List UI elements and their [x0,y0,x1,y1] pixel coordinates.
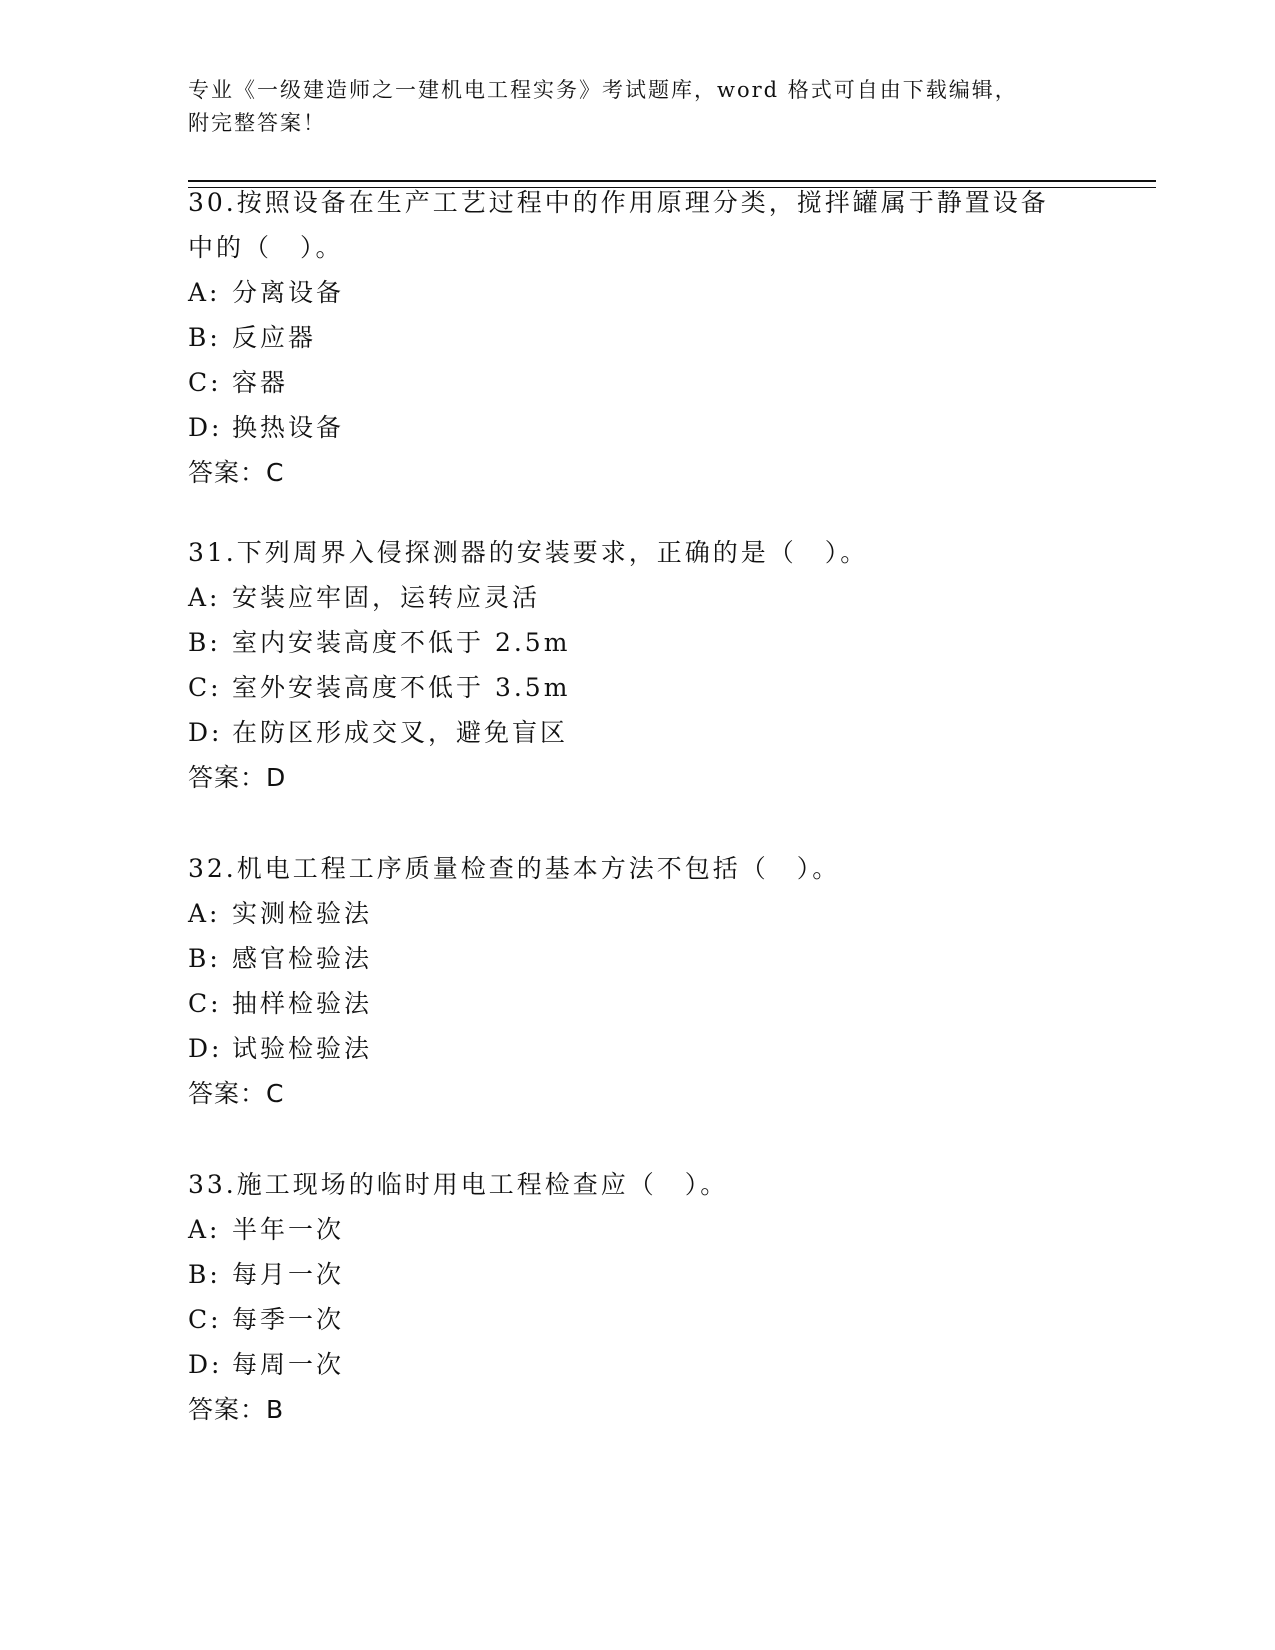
option-text: 换热设备 [232,413,345,442]
answer-line: 答案：B [188,1395,285,1424]
option-a [188,575,1148,620]
question-stem: 30.按照设备在生产工艺过程中的作用原理分类，搅拌罐属于静置设备 [188,188,1049,217]
document-header [188,74,1088,140]
option-letter: A: [188,278,221,307]
option-letter: B: [188,944,221,973]
option-text: 容器 [232,368,289,397]
question-stem: 31.下列周界入侵探测器的安装要求，正确的是（ ）。 [188,538,869,567]
option-text: 实测检验法 [232,899,373,928]
question-30 [188,180,1148,495]
option-letter: A: [188,899,221,928]
option-text: 抽样检验法 [232,989,373,1018]
option-text: 每周一次 [232,1350,345,1379]
option-text: 感官检验法 [232,944,373,973]
answer-line: 答案：D [188,763,287,792]
answer-line: 答案：C [188,1079,285,1108]
option-letter: B: [188,628,221,657]
option-text: 反应器 [232,323,317,352]
option-letter: C: [188,673,222,702]
option-b [188,315,1148,360]
question-stem: 33.施工现场的临时用电工程检查应（ ）。 [188,1170,729,1199]
option-text: 分离设备 [232,278,345,307]
option-text: 试验检验法 [232,1034,373,1063]
option-text: 每季一次 [232,1305,345,1334]
option-b [188,1252,1148,1297]
option-text: 室内安装高度不低于 2.5m [232,628,571,657]
option-letter: A: [188,583,221,612]
option-d [188,710,1148,755]
option-letter: C: [188,989,222,1018]
option-letter: C: [188,368,222,397]
header-line-2: 附完整答案！ [188,111,326,135]
question-33 [188,1162,1148,1432]
option-letter: D: [188,1034,223,1063]
answer-line: 答案：C [188,458,285,487]
option-letter: D: [188,1350,223,1379]
option-text: 每月一次 [232,1260,345,1289]
option-c [188,981,1148,1026]
option-c [188,665,1148,710]
question-31 [188,530,1148,800]
question-32 [188,846,1148,1116]
question-stem-continued: 中的（ ）。 [188,233,344,262]
option-letter: B: [188,323,221,352]
option-a [188,1207,1148,1252]
option-text: 半年一次 [232,1215,345,1244]
option-d [188,1342,1148,1387]
option-b [188,620,1148,665]
option-letter: D: [188,413,223,442]
option-d [188,1026,1148,1071]
option-d [188,405,1148,450]
option-c [188,360,1148,405]
option-text: 安装应牢固，运转应灵活 [232,583,541,612]
header-line-1: 专业《一级建造师之一建机电工程实务》考试题库，word 格式可自由下载编辑， [188,78,1018,102]
option-a [188,270,1148,315]
option-text: 室外安装高度不低于 3.5m [232,673,571,702]
option-letter: C: [188,1305,222,1334]
option-a [188,891,1148,936]
option-letter: B: [188,1260,221,1289]
option-b [188,936,1148,981]
option-letter: A: [188,1215,221,1244]
option-letter: D: [188,718,223,747]
question-stem: 32.机电工程工序质量检查的基本方法不包括（ ）。 [188,854,841,883]
option-c [188,1297,1148,1342]
option-text: 在防区形成交叉，避免盲区 [232,718,569,747]
